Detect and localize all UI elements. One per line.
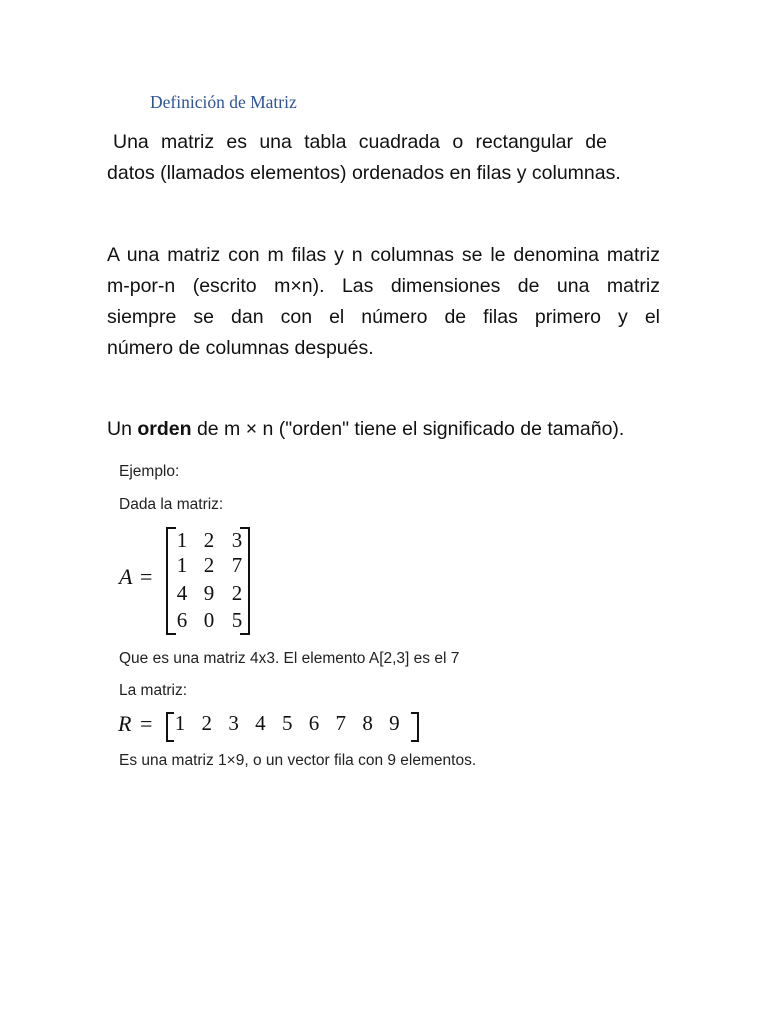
matrix-a-cell: 0: [203, 608, 215, 632]
matrix-a-cell: 2: [203, 553, 215, 577]
given-row-matrix-label: La matriz:: [119, 682, 188, 699]
paragraph-line: siempre se dan con el número de filas primero y el: [107, 306, 660, 328]
paragraph-line: número de columnas después.: [107, 337, 374, 359]
matrix-a-description: Que es una matriz 4x3. El elemento A[2,3] es el 7: [119, 650, 460, 667]
paragraph-line: A una matriz con m filas y n columnas se le denomina matriz: [107, 244, 660, 266]
matrix-r-cell: 7: [335, 711, 347, 735]
matrix-r-cell: 4: [255, 711, 266, 735]
matrix-r-cell: 8: [362, 711, 373, 735]
matrix-a-equals: =: [140, 564, 153, 589]
matrix-r-equals: =: [140, 711, 153, 736]
matrix-a-cell: 1: [176, 528, 188, 552]
paragraph-line: Una matriz es una tabla cuadrada o rectangular de: [113, 131, 607, 153]
paragraph-order: [107, 414, 667, 445]
matrix-r-cell: 3: [228, 711, 239, 735]
paragraph-line: datos (llamados elementos) ordenados en filas y columnas.: [107, 162, 621, 184]
matrix-r-right-bracket: [411, 712, 419, 742]
matrix-a-cell: 9: [203, 581, 215, 605]
example-label: Ejemplo:: [119, 463, 180, 480]
matrix-a-cell: 1: [176, 553, 188, 577]
matrix-a-cell: 2: [203, 528, 215, 552]
order-text-before: Un: [107, 418, 138, 440]
matrix-a-cell: 7: [231, 553, 243, 577]
paragraph-line: [107, 414, 667, 445]
matrix-r-description: Es una matriz 1×9, o un vector fila con 9 elementos.: [119, 752, 477, 769]
matrix-a-cell: 5: [231, 608, 243, 632]
matrix-r-name: R: [118, 711, 132, 736]
matrix-a-cell: 3: [231, 528, 243, 552]
matrix-a-name: A: [119, 564, 133, 589]
matrix-a-cell: 6: [176, 608, 188, 632]
order-text-after: de m × n ("orden" tiene el significado de tamaño).: [191, 418, 625, 440]
matrix-r-cell: 1: [174, 711, 186, 735]
matrix-r-cell: 2: [201, 711, 213, 735]
matrix-r-cell: 5: [281, 711, 293, 735]
order-term-bold: orden: [137, 418, 192, 440]
matrix-a-cell: 4: [176, 581, 188, 605]
matrix-r-cell: 9: [389, 711, 400, 735]
paragraph-dimensions: [107, 240, 667, 364]
given-matrix-label: Dada la matriz:: [119, 496, 224, 513]
paragraph-matrix-definition: [107, 127, 667, 189]
matrix-r-cell: 6: [308, 711, 320, 735]
section-heading: Definición de Matriz: [150, 92, 297, 112]
paragraph-line: m-por-n (escrito m×n). Las dimensiones de una matriz: [107, 275, 660, 297]
matrix-a-cell: 2: [231, 581, 243, 605]
